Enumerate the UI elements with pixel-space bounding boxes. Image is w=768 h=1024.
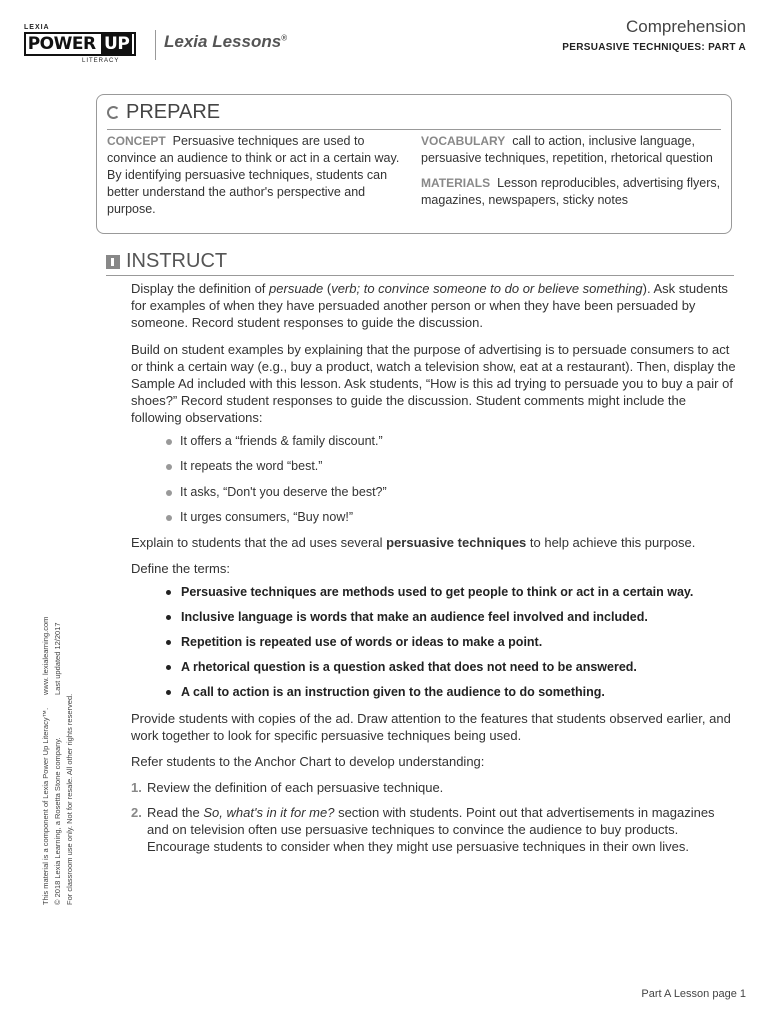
p3-text-a: Explain to students that the ad uses several xyxy=(131,535,387,550)
paragraph-define-terms: Define the terms: xyxy=(131,561,230,576)
term-text: Persuasive techniques are methods used to get people to think or act in a certain way. xyxy=(181,585,694,599)
vocab-materials-section xyxy=(421,133,723,209)
logo-lessons-text: Lexia Lessons xyxy=(164,32,282,51)
step-text: Review the definition of each persuasive technique. xyxy=(147,780,444,795)
numbered-step-2 xyxy=(131,804,731,855)
copyright-text: This material is a component of Lexia Power Up Literacy™. xyxy=(41,707,50,905)
copyright-sidebar xyxy=(40,617,76,905)
p1-text-c: ). Ask students for examples of when they have persuaded another person or when they have been persuaded by someone. Record student responses to guide the discussion. xyxy=(131,281,728,330)
bullet-icon xyxy=(166,615,171,620)
instruct-divider xyxy=(106,275,734,276)
materials-label: MATERIALS xyxy=(421,176,491,190)
instruct-heading-text: INSTRUCT xyxy=(126,250,228,272)
header-title: Comprehension xyxy=(625,17,746,36)
instruct-step-icon xyxy=(106,255,120,269)
logo-power-up xyxy=(24,32,136,56)
term-item xyxy=(166,660,637,674)
logo-up: UP xyxy=(101,34,132,54)
p3-text-b: to help achieve this purpose. xyxy=(526,535,696,550)
prepare-divider xyxy=(107,129,721,130)
observation-text: It repeats the word “best.” xyxy=(180,459,323,473)
bullet-icon xyxy=(166,640,171,645)
step2-text-a: Read the xyxy=(147,805,204,820)
copyright-company: © 2018 Lexia Learning, a Rosetta Stone company. xyxy=(53,737,62,905)
paragraph-anchor-chart: Refer students to the Anchor Chart to develop understanding: xyxy=(131,754,485,769)
concept-label: CONCEPT xyxy=(107,134,166,148)
paragraph-definition xyxy=(131,280,736,331)
page-footer: Part A Lesson page 1 xyxy=(641,988,746,1000)
logo-power: POWER xyxy=(27,34,96,54)
step2-text-b: section with students. Point out that advertisements in magazines and on television often use persuasive techniques to convince the audience to buy products. Encourage students to consider when they might use persuasive techniques in their own lives. xyxy=(147,805,715,854)
bullet-icon xyxy=(166,590,171,595)
term-item xyxy=(166,610,648,624)
vocabulary-text: call to action, inclusive language, persuasive techniques, repetition, rhetorical question xyxy=(421,134,713,165)
numbered-step-1 xyxy=(131,779,731,796)
bullet-icon xyxy=(166,665,171,670)
bullet-icon xyxy=(166,464,172,470)
list-item xyxy=(166,485,387,499)
term-item xyxy=(166,635,542,649)
p1-definition: verb; to convince someone to do or believe something xyxy=(331,281,643,296)
bullet-icon xyxy=(166,439,172,445)
prepare-circle-icon xyxy=(107,106,120,119)
p1-text-b: ( xyxy=(323,281,332,296)
concept-text: Persuasive techniques are used to convince an audience to think or act in a certain way. By identifying persuasive techniques, students can better understand the author's perspective and purpose. xyxy=(107,134,400,216)
materials-text: Lesson reproducibles, advertising flyers, magazines, newspapers, sticky notes xyxy=(421,176,721,207)
website-text: www. lexialearning.com xyxy=(41,616,50,695)
copyright-line-1 xyxy=(40,617,52,905)
logo-registered: ® xyxy=(281,33,288,43)
observation-text: It asks, “Don't you deserve the best?” xyxy=(180,485,387,499)
term-text: A rhetorical question is a question asked that does not need to be answered. xyxy=(181,660,637,674)
concept-section xyxy=(107,133,407,218)
p3-bold-term: persuasive techniques xyxy=(386,535,527,550)
observation-text: It urges consumers, “Buy now!” xyxy=(180,510,353,524)
prepare-heading-text: PREPARE xyxy=(126,101,221,123)
last-updated: Last updated 12/2017 xyxy=(53,622,62,695)
step-text xyxy=(147,804,731,855)
paragraph-explain xyxy=(131,534,736,551)
step-number: 2. xyxy=(131,805,142,820)
p1-persuade: persuade xyxy=(269,281,324,296)
bullet-icon xyxy=(166,490,172,496)
logo-lexia: LEXIA xyxy=(24,24,50,31)
vocabulary-block xyxy=(421,133,723,167)
materials-block xyxy=(421,175,723,209)
logo-divider xyxy=(155,30,156,60)
prepare-heading xyxy=(107,101,220,124)
step2-italic: So, what's in it for me? xyxy=(203,805,335,820)
observation-text: It offers a “friends & family discount.” xyxy=(180,434,383,448)
vocabulary-label: VOCABULARY xyxy=(421,134,506,148)
prepare-box xyxy=(96,94,732,234)
bullet-icon xyxy=(166,690,171,695)
paragraph-advertising: Build on student examples by explaining that the purpose of advertising is to persuade consumers to act or think a certain way (e.g., buy a product, watch a television show, eat at a restaurant). Then, display the Sample Ad included with this lesson. Ask students, “How is this ad trying to persuade you to buy a pair of shoes?” Record student responses to guide the discussion. Student comments might include the following observations: xyxy=(131,342,736,425)
header-subtitle: PERSUASIVE TECHNIQUES: PART A xyxy=(562,42,746,53)
list-item xyxy=(166,459,322,473)
bullet-icon xyxy=(166,515,172,521)
term-text: A call to action is an instruction given to the audience to do something. xyxy=(181,685,605,699)
term-text: Inclusive language is words that make an audience feel involved and included. xyxy=(181,610,648,624)
term-item xyxy=(166,685,605,699)
list-item xyxy=(166,510,353,524)
term-text: Repetition is repeated use of words or ideas to make a point. xyxy=(181,635,543,649)
instruct-heading xyxy=(106,250,227,273)
logo-lexia-lessons xyxy=(164,32,287,52)
p1-text-a: Display the definition of xyxy=(131,281,270,296)
step-number: 1. xyxy=(131,780,142,795)
paragraph-copies: Provide students with copies of the ad. Draw attention to the features that students observed earlier, and work together to look for specific persuasive techniques being used. xyxy=(131,711,731,743)
list-item xyxy=(166,434,383,448)
logo-literacy: LITERACY xyxy=(82,58,120,64)
term-item xyxy=(166,585,693,599)
copyright-line-3: For classroom use only. Not for resale. All other rights reserved. xyxy=(65,693,74,905)
copyright-line-2 xyxy=(52,617,64,905)
